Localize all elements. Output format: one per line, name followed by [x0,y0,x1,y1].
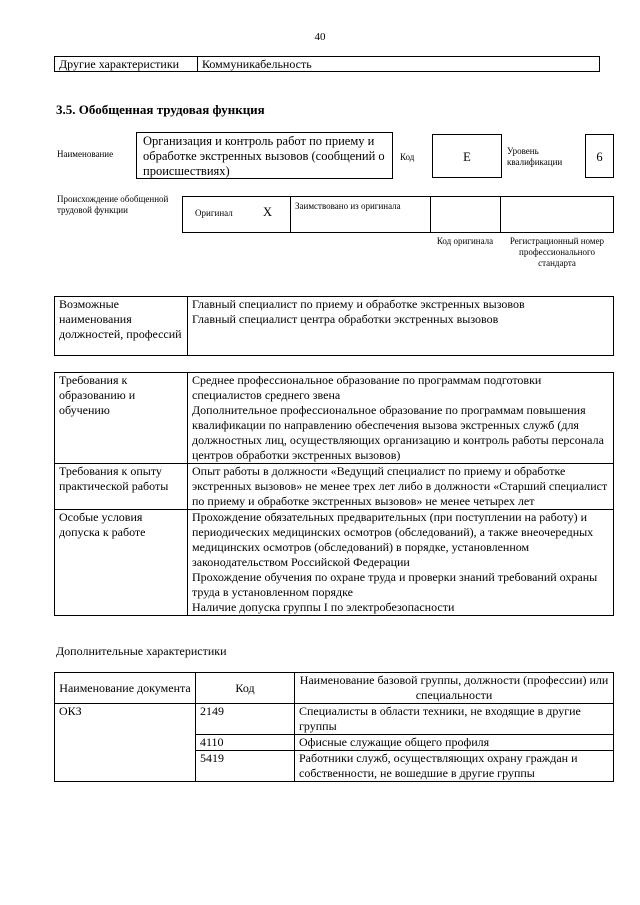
origin-divider [430,197,431,232]
group-name-cell: Офисные служащие общего профиля [295,735,614,751]
other-characteristics-table [54,56,600,72]
table-row [55,297,614,356]
codes-table [54,672,614,782]
original-label: Оригинал [195,208,233,218]
section-title: 3.5. Обобщенная трудовая функция [56,102,265,117]
page-number: 40 [314,31,326,43]
education-text: Среднее профессиональное образование по программам подготовки специалистов среднего звена [192,373,542,402]
special-condition-text: Прохождение обучения по охране труда и проверки знаний требований охраны труда в установленном порядке [192,570,598,599]
table-row [55,57,600,72]
code-cell: 4110 [196,735,295,751]
code-cell: 2149 [196,704,295,735]
header-document: Наименование документа [55,673,196,704]
origin-label: Происхождение обобщенной трудовой функции [57,194,169,215]
table-row [55,373,614,464]
table-row [55,464,614,510]
other-characteristics-label: Другие характеристики [55,57,198,72]
position-name: Главный специалист центра обработки экстренных вызовов [192,312,499,326]
experience-text: Опыт работы в должности «Ведущий специалист по приему и обработке экстренных вызовов» не менее трех лет либо в должности «Старший специалист по приему и обработке экстренных вызовов» не менее четырех лет [192,464,608,508]
level-value: 6 [585,134,614,178]
education-text: Дополнительное профессиональное образование по программам повышения квалификации по направлению обеспечения вызова экстренных служб (для должностных лиц, осуществляющих организацию и контроль работы персонала центров обработки экстренных вызовов) [192,403,604,462]
origin-divider [500,197,501,232]
name-label: Наименование [57,149,114,159]
table-row [55,510,614,616]
education-values [188,373,614,464]
code-label: Код [400,152,415,162]
requirements-table [54,372,614,616]
borrowed-label: Заимствовано из оригинала [295,201,401,211]
doc-name: ОКЗ [55,704,196,782]
group-name-cell: Специалисты в области техники, не входящие в другие группы [295,704,614,735]
origin-divider [290,197,291,232]
reg-number-caption: Регистрационный номер профессионального стандарта [509,236,605,268]
table-row [55,704,614,735]
positions-label: Возможные наименования должностей, профессий [55,297,188,356]
header-code: Код [196,673,295,704]
code-original-caption: Код оригинала [436,236,494,246]
level-label: Уровень квалификации [507,146,563,167]
special-conditions-label: Особые условия допуска к работе [55,510,188,616]
experience-values [188,464,614,510]
position-name: Главный специалист по приему и обработке экстренных вызовов [192,297,525,311]
other-characteristics-value: Коммуникабельность [198,57,600,72]
code-cell: 5419 [196,751,295,782]
function-name: Организация и контроль работ по приему и обработке экстренных вызовов (сообщений о происшествиях) [136,132,393,179]
education-label: Требования к образованию и обучению [55,373,188,464]
table-header-row [55,673,614,704]
experience-label: Требования к опыту практической работы [55,464,188,510]
function-code: Е [432,134,502,178]
special-conditions-values [188,510,614,616]
special-condition-text: Прохождение обязательных предварительных (при поступлении на работу) и периодических медицинских осмотров (обследований), а также внеочередных медицинских осмотров (обследований) в порядке, установленном законодательством Российской Федерации [192,510,594,569]
extra-characteristics-title: Дополнительные характеристики [56,644,227,658]
group-name-cell: Работники служб, осуществляющих охрану граждан и собственности, не вошедшие в другие группы [295,751,614,782]
positions-table [54,296,614,356]
header-group-name: Наименование базовой группы, должности (профессии) или специальности [295,673,614,704]
positions-values [188,297,614,356]
original-mark: Х [263,205,273,219]
special-condition-text: Наличие допуска группы I по электробезопасности [192,600,455,614]
